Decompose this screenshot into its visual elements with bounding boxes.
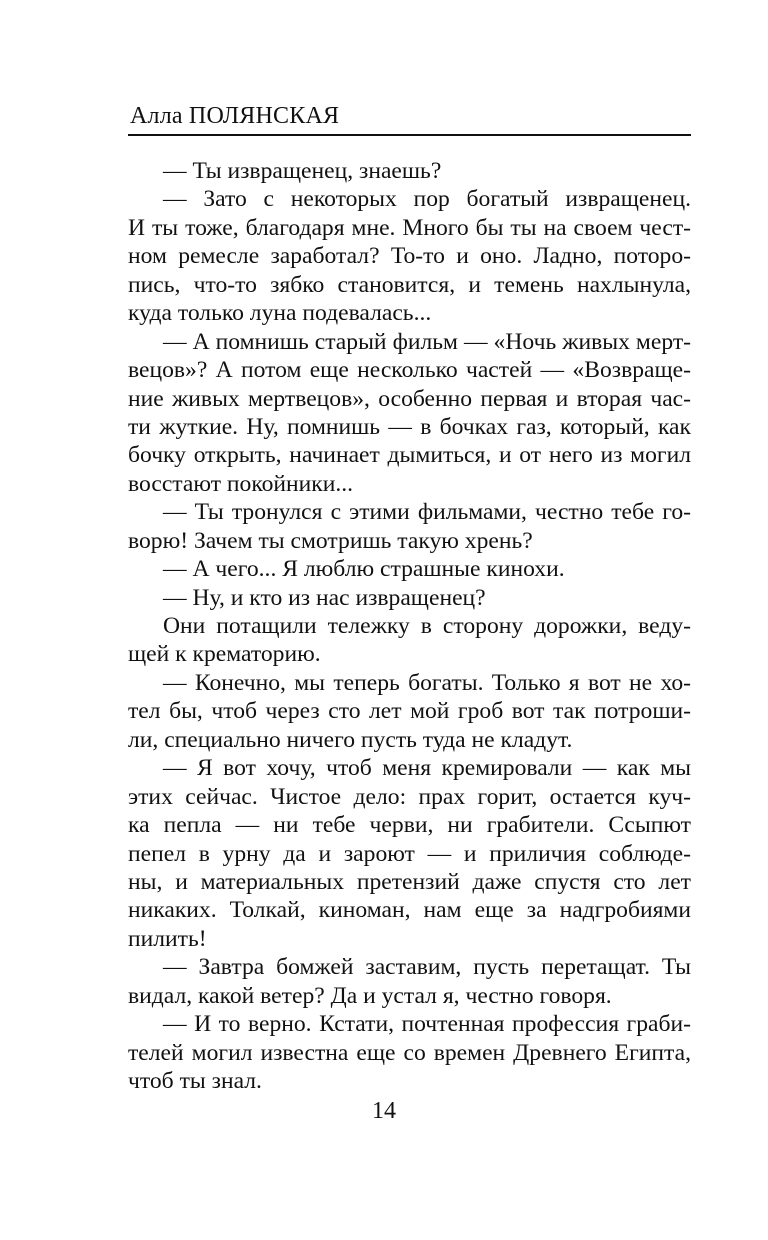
text-line: чтоб ты знал. xyxy=(128,1068,262,1094)
text-line: И ты тоже, благодаря мне. Много бы ты на своем чест- xyxy=(128,214,691,241)
page-number: 14 xyxy=(372,1098,396,1124)
text-line: видал, какой ветер? Да и устал я, честно говоря. xyxy=(128,982,612,1009)
text-line: тел бы, чтоб через сто лет мой гроб вот так потроши- xyxy=(128,698,691,725)
text-line: этих сейчас. Чистое дело: прах горит, остается куч- xyxy=(128,783,691,810)
text-line: — А помнишь старый фильм — «Ночь живых мерт- xyxy=(163,328,691,355)
text-line: ка пепла — ни тебе черви, ни грабители. Ссыпют xyxy=(128,812,691,839)
text-line: пись, что-то зябко становится, и темень нахлынула, xyxy=(128,271,691,298)
text-line: вецов»? А потом еще несколько частей — «Возвраще- xyxy=(128,357,691,384)
text-line: никаких. Толкай, киноман, нам еще за надгробиями xyxy=(128,897,691,924)
text-line: ны, и материальных претензий даже спустя сто лет xyxy=(128,868,691,895)
text-line: ли, специально ничего пусть туда не кладут. xyxy=(128,726,573,753)
text-line: — Ты извращенец, знаешь? xyxy=(163,158,442,184)
text-line: пепел в урну да и зароют — и приличия соблюде- xyxy=(128,840,691,867)
text-line: — Ты тронулся с этими фильмами, честно тебе го- xyxy=(163,499,691,526)
text-line: ние живых мертвецов», особенно первая и вторая час- xyxy=(128,385,691,412)
text-line: ти жуткие. Ну, помнишь — в бочках газ, который, как xyxy=(128,413,691,440)
text-line: — Я вот хочу, чтоб меня кремировали — как мы xyxy=(163,755,691,782)
text-line: ворю! Зачем ты смотришь такую хрень? xyxy=(128,527,533,554)
text-line: — Конечно, мы теперь богаты. Только я вот не хо- xyxy=(163,669,691,696)
text-line: телей могил известна еще со времен Древнего Египта, xyxy=(128,1039,691,1066)
text-line: пилить! xyxy=(128,925,207,952)
text-line: — Завтра бомжей заставим, пусть перетащат. Ты xyxy=(163,954,691,981)
text-line: восстают покойники... xyxy=(128,470,354,497)
text-line: — И то верно. Кстати, почтенная профессия граби- xyxy=(163,1011,691,1038)
running-head xyxy=(128,100,691,136)
body-text xyxy=(128,157,691,1095)
text-line: куда только луна подевалась... xyxy=(128,300,432,327)
running-head-text: Алла ПОЛЯНСКАЯ xyxy=(130,103,340,129)
text-line: — А чего... Я люблю страшные кинохи. xyxy=(163,556,565,583)
text-line: ном ремесле заработал? То-то и оно. Ладно, поторо- xyxy=(128,243,691,270)
text-line: — Ну, и кто из нас извращенец? xyxy=(163,584,486,611)
text-line: Они потащили тележку в сторону дорожки, веду- xyxy=(163,613,691,639)
text-line: щей к крематорию. xyxy=(128,641,321,668)
text-line: бочку открыть, начинает дымиться, и от него из могил xyxy=(128,442,691,469)
text-line: — Зато с некоторых пор богатый извращенец. xyxy=(163,186,691,213)
